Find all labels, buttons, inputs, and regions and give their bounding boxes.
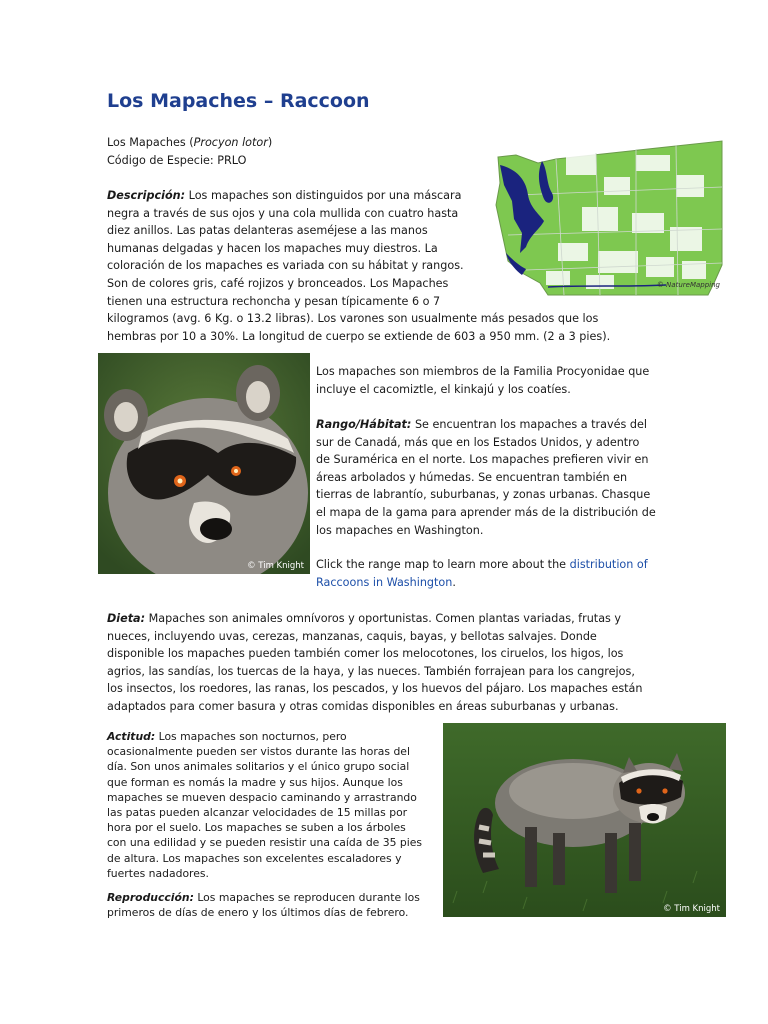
descripcion-label: Descripción: xyxy=(107,189,186,202)
actitud-paragraph: Actitud: Los mapaches son nocturnos, pero ocasionalmente pueden ser vistos durante las horas del día. Son unos animales solitarios y el único grupo social que forman es nomás la madre y sus hijos. Aunque los mapaches se mueven despacio caminando y arrastrando las patas pueden alcanzar velocidades de 15 millas por hora por el suelo. Los mapaches se suben a los árboles con una edilidad y se pueden resistir una caída de 35 pies de altura. Los mapaches son excelentes escaladores y fuertes nadadores. xyxy=(107,730,423,880)
photo1-credit: © Tim Knight xyxy=(247,561,304,571)
rango-label: Rango/Hábitat: xyxy=(316,418,412,431)
distribution-link[interactable]: distribution of xyxy=(569,558,648,571)
reproduccion-paragraph: Reproducción: Los mapaches se reproducen durante los primeros de días de enero y los últimos días de febrero. xyxy=(107,891,420,920)
range-map[interactable] xyxy=(486,135,726,297)
rango-paragraph: Rango/Hábitat: Se encuentran los mapaches a través del sur de Canadá, más que en los Estados Unidos, y adentro de Suramérica en el norte. Los mapaches prefieren vivir en áreas arbolados y húmedas. Se encuentran también en tierras de labrantío, suburbanas, y zonas urbanas. Chasque el mapa de la gama para aprender más de la distribución de los mapaches en Washington. xyxy=(316,418,656,537)
raccoon-face-photo xyxy=(98,353,310,574)
species-code: Código de Especie: PRLO xyxy=(107,153,247,167)
page-title: Los Mapaches – Raccoon xyxy=(107,90,370,112)
descripcion-paragraph: Descripción: Los mapaches son distinguidos por una máscara negra a través de sus ojos y una cola mullida con cuatro hasta diez anillos. Las patas delanteras aseméjese a las manos humanas delgadas y hacen los mapaches muy diestros. La coloración de los mapaches es variada con su hábitat y rangos. Son de colores gris, café rojizos y bronceados. Los Mapaches tienen una estructura rechoncha y pesan típicamente 6 o 7 kilogramos (avg. 6 Kg. o 13.2 libras). Los varones son usualmente más pesados que los hembras por 10 a 30%. La longitud de cuerpo se extiende de 603 a 950 mm. (2 a 3 pies). xyxy=(107,189,611,343)
raccoon-walking-photo xyxy=(443,723,726,917)
map-credit: © NatureMapping xyxy=(656,281,720,289)
species-block: Los Mapaches (Procyon lotor) Código de Especie: PRLO xyxy=(107,136,273,167)
raccoon-face-image xyxy=(98,353,310,574)
familia-paragraph: Los mapaches son miembros de la Familia Procyonidae que incluye el cacomiztle, el kinkajú y los coatíes. xyxy=(316,365,650,396)
washington-map-graphic xyxy=(486,135,726,297)
dieta-paragraph: Dieta: Mapaches son animales omnívoros y oportunistas. Comen plantas variadas, frutas y nueces, incluyendo uvas, cerezas, manzanas, caquis, bayas, y bellotas salvajes. Donde disponible los mapaches pueden también comer los melocotones, los ciruelos, los higos, los agrios, las sandías, los tuercas de la haya, y las nueces. También forrajean para los cangrejos, los insectos, los roedores, las ranas, los pescados, y los huevos del pájaro. Los mapaches están adaptados para comer basura y otras comidas disponibles en áreas suburbanas y urbanas. xyxy=(107,612,643,713)
raccoon-walking-image xyxy=(443,723,726,917)
photo2-credit: © Tim Knight xyxy=(663,904,720,914)
actitud-label: Actitud: xyxy=(107,730,156,743)
latin-name: Procyon lotor xyxy=(193,136,268,149)
dieta-label: Dieta: xyxy=(107,612,146,625)
range-map-prompt: Click the range map to learn more about the distribution of Raccoons in Washington. xyxy=(316,558,648,589)
reproduccion-label: Reproducción: xyxy=(107,891,194,904)
distribution-link-continued[interactable]: Raccoons in Washington xyxy=(316,575,453,589)
